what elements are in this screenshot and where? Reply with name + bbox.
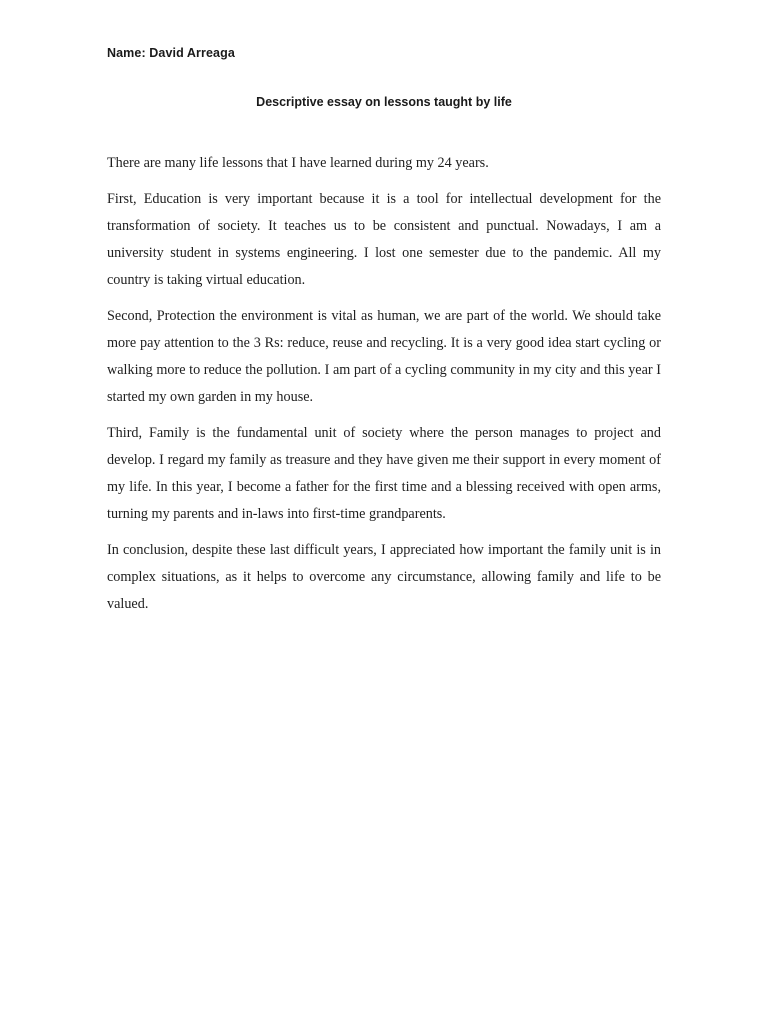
paragraph-education: First, Education is very important because it is a tool for intellectual development for the transformation of society. It teaches us to be consistent and punctual. Nowadays, I am a university student in systems engineering. I lost one semester due to the pandemic. All my country is taking virtual education. — [107, 191, 661, 288]
essay-title: Descriptive essay on lessons taught by life — [256, 95, 512, 109]
essay-body — [107, 150, 661, 627]
paragraph-conclusion: In conclusion, despite these last difficult years, I appreciated how important the family unit is in complex situations, as it helps to overcome any circumstance, allowing family and life to be valued. — [107, 542, 661, 612]
author-name: Name: David Arreaga — [107, 46, 235, 60]
paragraph-intro: There are many life lessons that I have learned during my 24 years. — [107, 155, 489, 171]
paragraph-environment: Second, Protection the environment is vital as human, we are part of the world. We should take more pay attention to the 3 Rs: reduce, reuse and recycling. It is a very good idea start cycling or walking more to reduce the pollution. I am part of a cycling community in my city and this year I started my own garden in my house. — [107, 308, 661, 405]
paragraph-family: Third, Family is the fundamental unit of society where the person manages to project and develop. I regard my family as treasure and they have given me their support in every moment of my life. In this year, I become a father for the first time and a blessing received with open arms, turning my parents and in-laws into first-time grandparents. — [107, 425, 661, 522]
